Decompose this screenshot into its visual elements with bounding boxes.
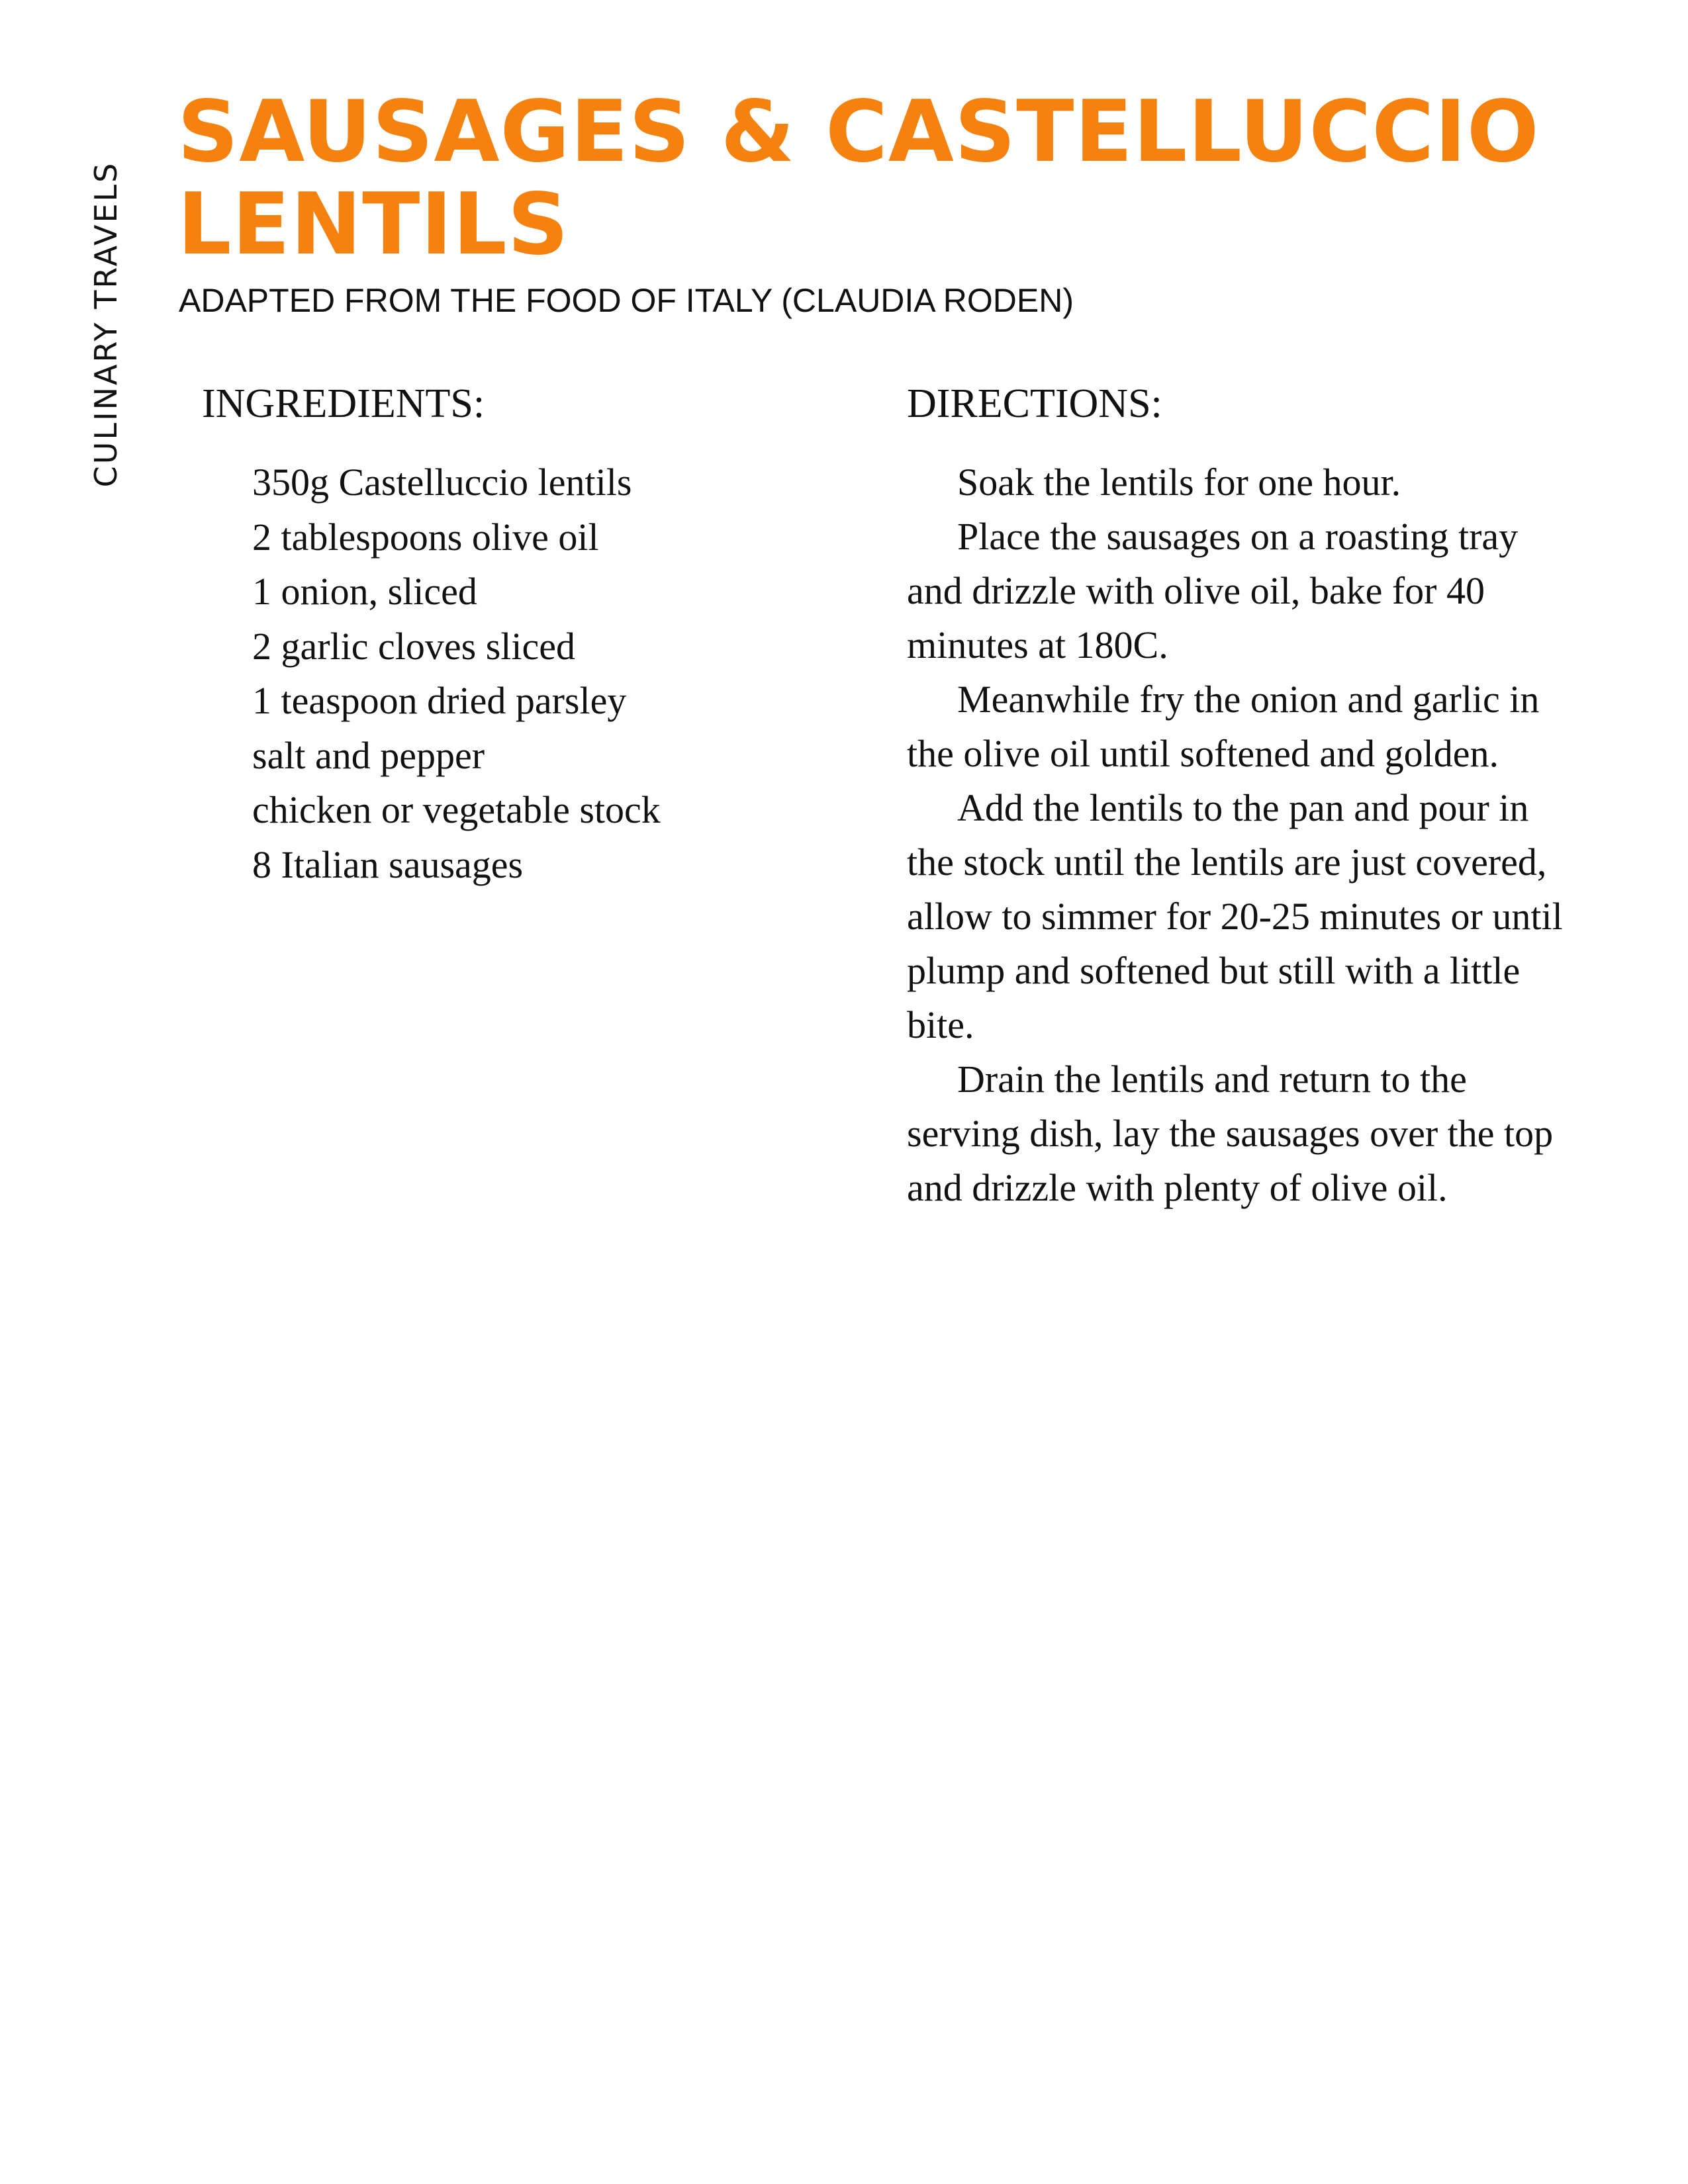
ingredients-section <box>202 377 864 892</box>
directions-heading: DIRECTIONS: <box>907 381 1162 426</box>
direction-step: Drain the lentils and return to the serving dish, lay the sausages over the top and drizzle with plenty of olive oil. <box>907 1058 1554 1209</box>
recipe-title: SAUSAGES & CASTELLUCCIO LENTILS <box>177 83 1540 274</box>
ingredient-item: 1 onion, sliced <box>252 570 477 613</box>
recipe-source: ADAPTED FROM THE FOOD OF ITALY (CLAUDIA RODEN) <box>179 282 1074 319</box>
directions-section <box>907 377 1575 1215</box>
side-label: CULINARY TRAVELS <box>88 161 124 488</box>
ingredient-item: 350g Castelluccio lentils <box>252 461 632 504</box>
ingredient-item: 8 Italian sausages <box>252 842 524 886</box>
ingredients-list <box>202 455 864 892</box>
ingredient-item: 2 tablespoons olive oil <box>252 515 599 559</box>
ingredient-item: salt and pepper <box>252 733 485 777</box>
ingredient-item: 2 garlic cloves sliced <box>252 624 575 668</box>
direction-step: Place the sausages on a roasting tray and drizzle with olive oil, bake for 40 minutes at 180C. <box>907 515 1519 666</box>
direction-step: Soak the lentils for one hour. <box>957 461 1401 504</box>
ingredient-item: 1 teaspoon dried parsley <box>252 679 627 722</box>
direction-step: Add the lentils to the pan and pour in the stock until the lentils are just covered, allow to simmer for 20-25 minutes or until plump and softened but still with a little bite. <box>907 786 1563 1046</box>
ingredient-item: chicken or vegetable stock <box>252 788 661 831</box>
direction-step: Meanwhile fry the onion and garlic in the olive oil until softened and golden. <box>907 678 1540 775</box>
directions-list <box>907 455 1575 1215</box>
ingredients-heading: INGREDIENTS: <box>202 381 485 426</box>
